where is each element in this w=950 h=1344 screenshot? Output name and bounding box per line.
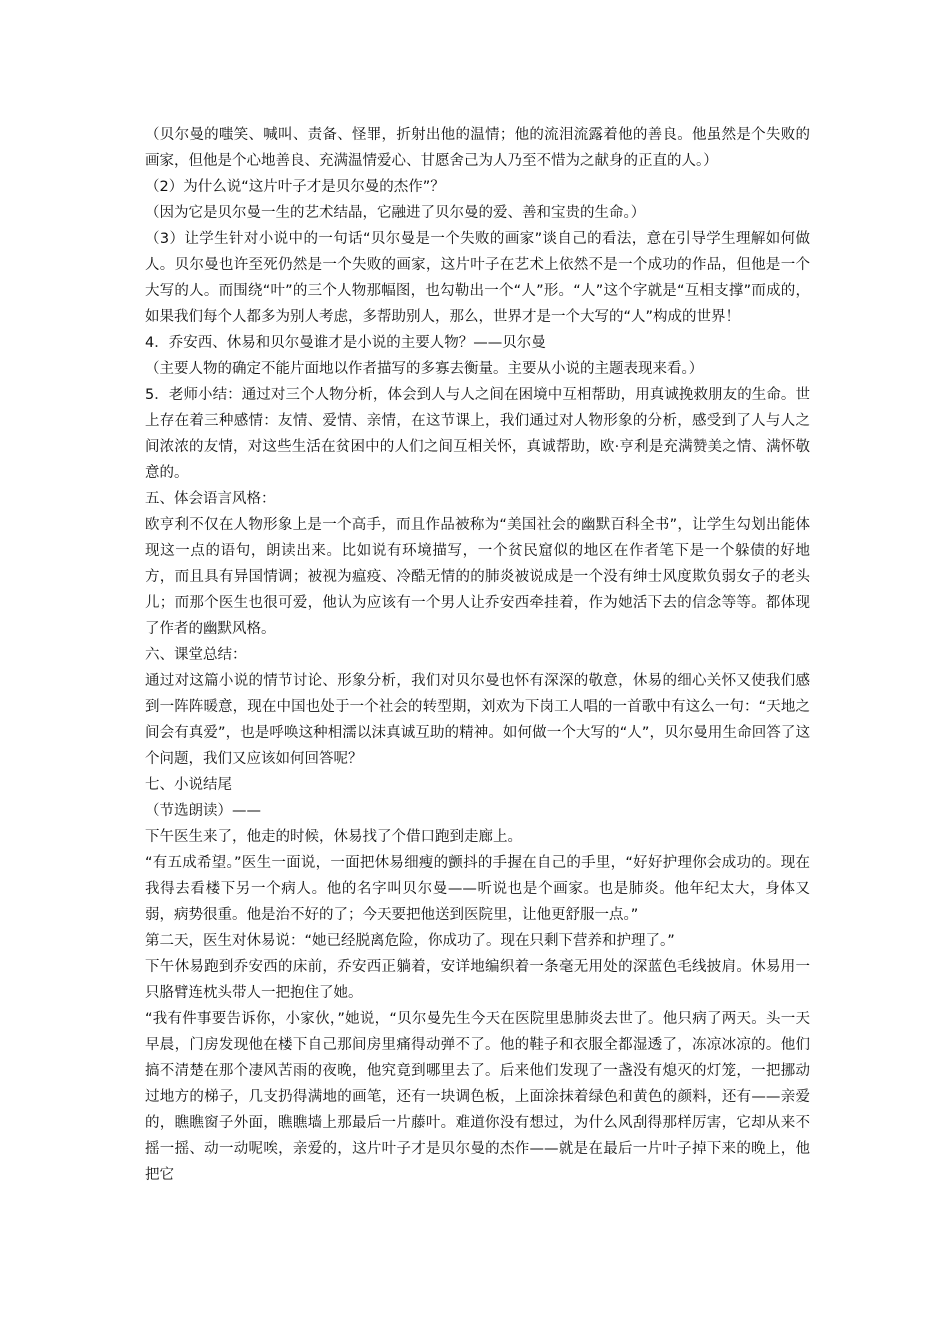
section-heading-6: 六、课堂总结：	[145, 647, 247, 663]
item-4-note: （主要人物的确定不能片面地以作者描写的多寡去衡量。主要从小说的主题表现来看。）	[145, 361, 704, 377]
excerpt-paragraph-5: “我有件事要告诉你，小家伙，”她说，“贝尔曼先生今天在医院里患肺炎去世了。他只病了两天。头一天早晨，门房发现他在楼下自己那间房里痛得动弹不了。他的鞋子和衣服全都湿透了，冻凉冰凉的。他们搞不清楚在那个凄风苦雨的夜晚，他究竟到哪里去了。后来他们发现了一盏没有熄灭的灯笼，一把挪动过地方的梯子，几支扔得满地的画笔，还有一块调色板，上面涂抹着绿色和黄色的颜料，还有——亲爱的，瞧瞧窗子外面，瞧瞧墙上那最后一片藤叶。难道你没有想过，为什么风刮得那样厉害，它却从来不摇一摇、动一动呢唉，亲爱的，这片叶子才是贝尔曼的杰作——就是在最后一片叶子掉下来的晚上，他把它	[145, 1011, 810, 1183]
item-5-teacher-summary: 5．老师小结：通过对三个人物分析，体会到人与人之间在困境中互相帮助，用真诚挽救朋友的生命。世上存在着三种感情：友情、爱情、亲情，在这节课上，我们通过对人物形象的分析，感受到了人与人之间浓浓的友情，对这些生活在贫困中的人们之间互相关怀，真诚帮助，欧·亨利是充满赞美之情、满怀敬意的。	[145, 387, 810, 481]
section-heading-7: 七、小说结尾	[145, 777, 232, 793]
paragraph-beierman-traits: （贝尔曼的嗤笑、喊叫、责备、怪罪，折射出他的温情；他的流泪流露着他的善良。他虽然是个失败的画家，但他是个心地善良、充满温情爱心、甘愿舍己为人乃至不惜为之献身的正直的人。）	[145, 127, 810, 169]
excerpt-paragraph-4: 下午休易跑到乔安西的床前，乔安西正躺着，安详地编织着一条毫无用处的深蓝色毛线披肩。休易用一只胳臂连枕头带人一把抱住了她。	[145, 959, 810, 1001]
question-3: （3）让学生针对小说中的一句话“贝尔曼是一个失败的画家”谈自己的看法，意在引导学生理解如何做人。贝尔曼也许至死仍然是一个失败的画家，这片叶子在艺术上依然不是一个成功的作品，但他是一个大写的人。而围绕“叶”的三个人物那幅图，也勾勒出一个“人”形。“人”这个字就是“互相支撑”而成的，如果我们每个人都多为别人考虑，多帮助别人，那么，世界才是一个大写的“人”构成的世界！	[145, 231, 810, 325]
question-2: （2）为什么说“这片叶子才是贝尔曼的杰作”？	[145, 179, 445, 195]
document-page	[145, 122, 810, 1188]
excerpt-paragraph-3: 第二天，医生对休易说：“她已经脱离危险，你成功了。现在只剩下营养和护理了。”	[145, 933, 675, 949]
excerpt-paragraph-2: “有五成希望。”医生一面说，一面把休易细瘦的颤抖的手握在自己的手里，“好好护理你会成功的。现在我得去看楼下另一个病人。他的名字叫贝尔曼——听说也是个画家。也是肺炎。他年纪太大，身体又弱，病势很重。他是治不好的了；今天要把他送到医院里，让他更舒服一点。”	[145, 855, 810, 923]
section-6-body: 通过对这篇小说的情节讨论、形象分析，我们对贝尔曼也怀有深深的敬意，休易的细心关怀又使我们感到一阵阵暖意，现在中国也处于一个社会的转型期，刘欢为下岗工人唱的一首歌中有这么一句：“天地之间会有真爱”，也是呼唤这种相濡以沫真诚互助的精神。如何做一个大写的“人”，贝尔曼用生命回答了这个问题，我们又应该如何回答呢？	[145, 673, 810, 767]
section-5-body: 欧亨利不仅在人物形象上是一个高手，而且作品被称为“美国社会的幽默百科全书”，让学生勾划出能体现这一点的语句，朗读出来。比如说有环境描写，一个贫民窟似的地区在作者笔下是一个躲债的好地方，而且具有异国情调；被视为瘟疫、冷酷无情的的肺炎被说成是一个没有绅士风度欺负弱女子的老头儿；而那个医生也很可爱，他认为应该有一个男人让乔安西牵挂着，作为她活下去的信念等等。都体现了作者的幽默风格。	[145, 517, 810, 637]
section-heading-5: 五、体会语言风格：	[145, 491, 276, 507]
section-7-reading-note: （节选朗读）——	[145, 803, 261, 819]
excerpt-paragraph-1: 下午医生来了，他走的时候，休易找了个借口跑到走廊上。	[145, 829, 522, 845]
item-4-main-character: 4．乔安西、休易和贝尔曼谁才是小说的主要人物？——贝尔曼	[145, 335, 546, 351]
answer-2: （因为它是贝尔曼一生的艺术结晶，它融进了贝尔曼的爱、善和宝贵的生命。）	[145, 205, 646, 221]
